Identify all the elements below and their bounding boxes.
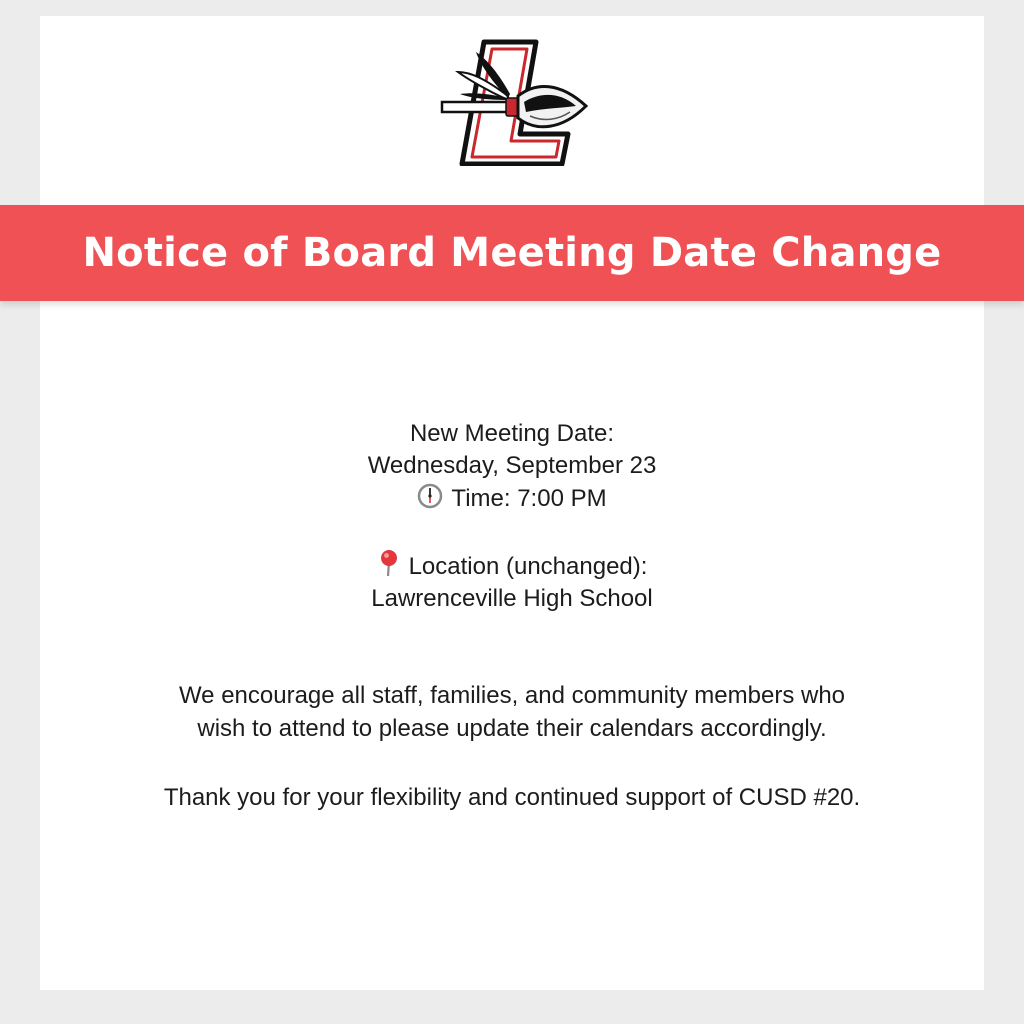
notice-title: Notice of Board Meeting Date Change bbox=[82, 230, 942, 276]
time-text: Time: 7:00 PM bbox=[451, 485, 607, 512]
thanks-text: Thank you for your flexibility and continued support of CUSD #20. bbox=[163, 784, 861, 811]
title-banner bbox=[0, 205, 1024, 301]
location-pin-icon bbox=[377, 549, 401, 577]
date-value: Wednesday, September 23 bbox=[367, 452, 657, 479]
encourage-line-1: We encourage all staff, families, and community members who bbox=[178, 682, 846, 709]
school-logo-icon bbox=[436, 38, 592, 166]
location-value: Lawrenceville High School bbox=[371, 585, 653, 612]
time-row bbox=[0, 483, 1024, 515]
clock-icon bbox=[417, 483, 443, 509]
date-heading: New Meeting Date: bbox=[409, 420, 615, 447]
encourage-line-2: wish to attend to please update their calendars accordingly. bbox=[197, 715, 827, 742]
location-row bbox=[0, 549, 1024, 583]
location-heading: Location (unchanged): bbox=[408, 553, 648, 580]
